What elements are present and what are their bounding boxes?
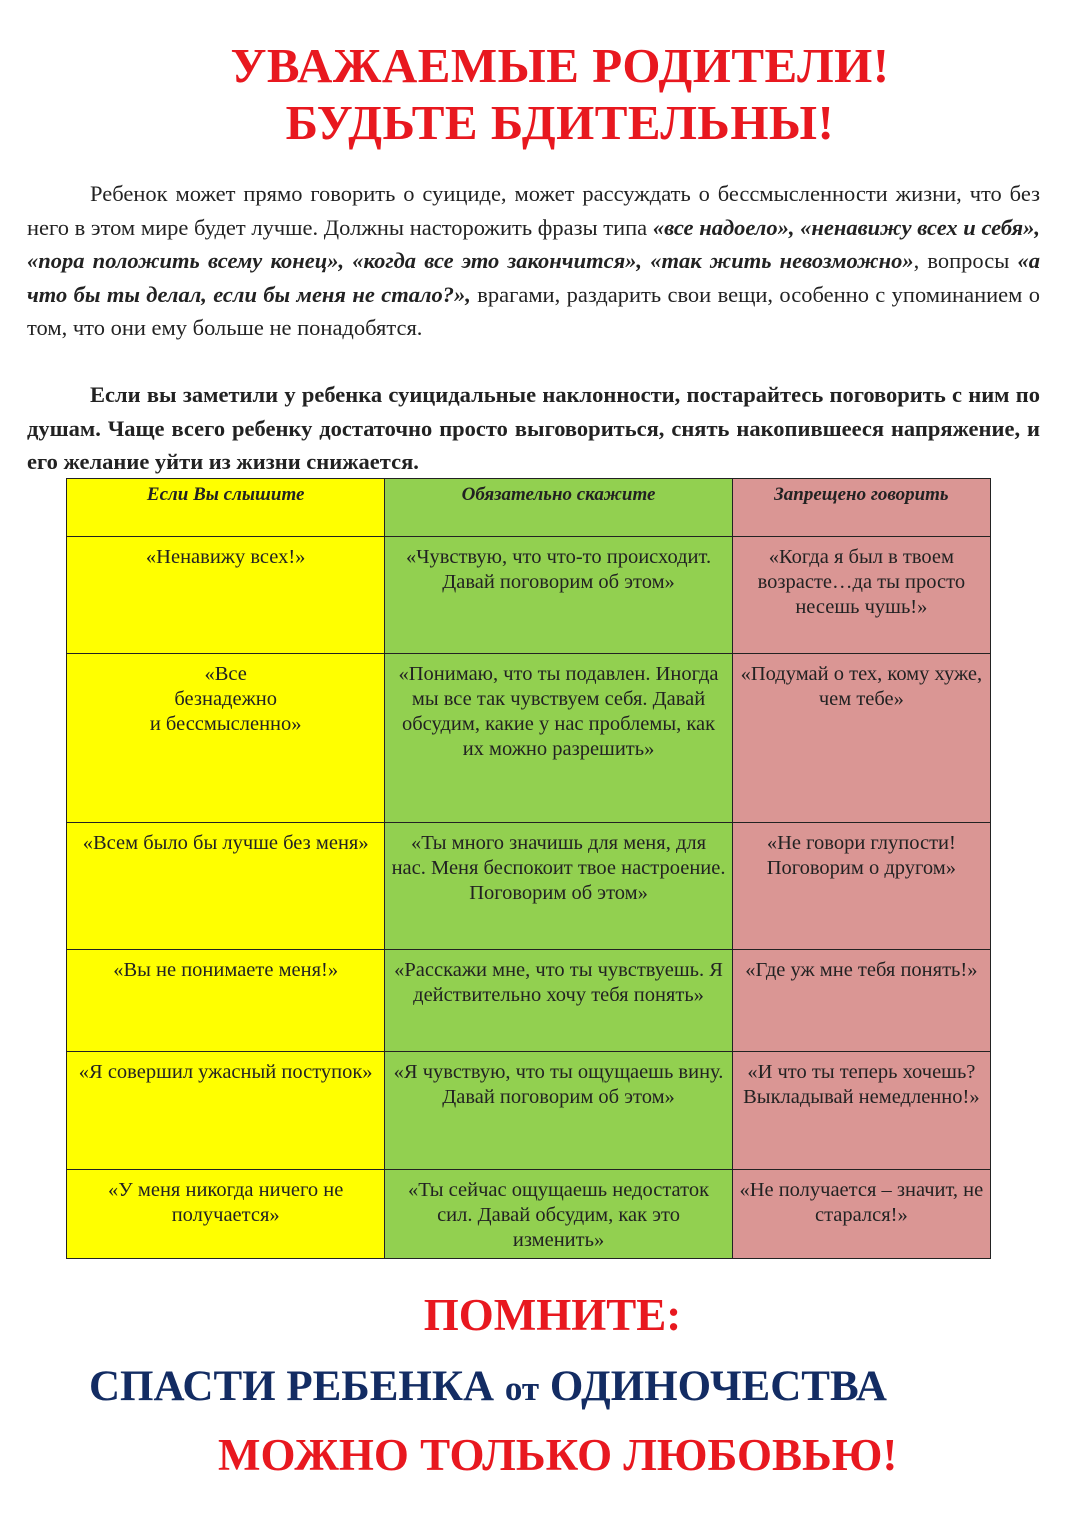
say-cell: «Ты много значишь для меня, для нас. Меня беспокоит твое настроение. Поговорим об этом» <box>385 823 732 950</box>
say-cell: «Ты сейчас ощущаешь недостаток сил. Давай обсудим, как это изменить» <box>385 1170 732 1259</box>
header-if-you-hear: Если Вы слышите <box>67 479 385 537</box>
forbidden-cell: «Подумай о тех, кому хуже, чем тебе» <box>732 654 990 823</box>
intro-question: «а что бы ты делал, если бы меня не стало?», <box>27 248 1040 307</box>
heard-cell: «У меня никогда ничего не получается» <box>67 1170 385 1259</box>
intro-text-c: , вопросы <box>913 248 1018 273</box>
advice-table <box>66 478 991 1259</box>
say-cell: «Чувствую, что что-то происходит. Давай поговорим об этом» <box>385 537 732 654</box>
table-row <box>67 1170 991 1259</box>
intro-paragraph <box>27 177 1040 345</box>
forbidden-cell: «Когда я был в твоем возрасте…да ты просто несешь чушь!» <box>732 537 990 654</box>
forbidden-cell: «И что ты теперь хочешь? Выкладывай немедленно!» <box>732 1052 990 1170</box>
page-title-line-1: УВАЖАЕМЫЕ РОДИТЕЛИ! <box>230 38 890 93</box>
save-child-line <box>89 1359 887 1417</box>
table-header-row <box>67 479 991 537</box>
header-forbidden: Запрещено говорить <box>732 479 990 537</box>
save-text-a: СПАСТИ РЕБЕНКА <box>89 1363 505 1410</box>
forbidden-cell: «Где уж мне тебя понять!» <box>732 950 990 1052</box>
only-love-line: МОЖНО ТОЛЬКО ЛЮБОВЬЮ! <box>218 1430 898 1480</box>
say-cell: «Понимаю, что ты подавлен. Иногда мы все так чувствуем себя. Давай обсудим, какие у нас проблемы, как их можно разрешить» <box>385 654 732 823</box>
page-title-line-2: БУДЬТЕ БДИТЕЛЬНЫ! <box>285 95 835 150</box>
remember-heading: ПОМНИТЕ: <box>423 1290 682 1340</box>
table-row <box>67 654 991 823</box>
save-text-from: от <box>504 1369 540 1408</box>
table-row <box>67 950 991 1052</box>
forbidden-cell: «Не получается – значит, не старался!» <box>732 1170 990 1259</box>
heard-cell: «Вы не понимаете меня!» <box>67 950 385 1052</box>
table-row <box>67 823 991 950</box>
table-row <box>67 537 991 654</box>
advice-paragraph: Если вы заметили у ребенка суицидальные наклонности, постарайтесь поговорить с ним по душам. Чаще всего ребенку достаточно просто выговориться, снять накопившееся напряжение, и его желание уйти из жизни снижается. <box>27 382 1040 474</box>
heard-cell: «Всем было бы лучше без меня» <box>67 823 385 950</box>
say-cell: «Я чувствую, что ты ощущаешь вину. Давай поговорим об этом» <box>385 1052 732 1170</box>
header-must-say: Обязательно скажите <box>385 479 732 537</box>
save-text-c: ОДИНОЧЕСТВА <box>539 1363 887 1410</box>
table-row <box>67 1052 991 1170</box>
heard-cell: «Все безнадежно и бессмысленно» <box>67 654 385 823</box>
forbidden-cell: «Не говори глупости! Поговорим о другом» <box>732 823 990 950</box>
heard-cell: «Ненавижу всех!» <box>67 537 385 654</box>
intro-text-a: Ребенок может прямо говорить о суициде, может рассуждать о бессмысленности жизни, что без него в этом мире будет лучше. Должны насторожить фразы типа <box>27 181 1040 240</box>
intro-text-e: врагами, раздарить свои вещи, особенно с упоминанием о том, что они ему больше не понадобятся. <box>27 281 1040 340</box>
heard-cell: «Я совершил ужасный поступок» <box>67 1052 385 1170</box>
intro-phrases: «все надоело», «ненавижу всех и себя», «пора положить всему конец», «когда все это закончится», «так жить невозможно» <box>27 214 1041 273</box>
say-cell: «Расскажи мне, что ты чувствуешь. Я действительно хочу тебя понять» <box>385 950 732 1052</box>
